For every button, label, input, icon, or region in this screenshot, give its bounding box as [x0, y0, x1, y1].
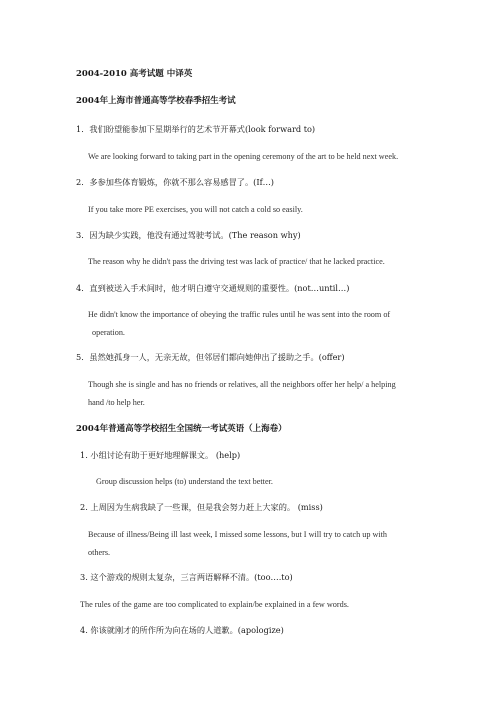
question-text: 2．多参加些体育锻炼，你就不那么容易感冒了。(If…) — [76, 177, 274, 187]
answer-text: If you take more PE exercises, you will not catch a cold so easily. — [88, 205, 303, 214]
answer-text: Though she is single and has no friends or relatives, all the neighbors offer her help/ a helping — [88, 380, 396, 389]
section-title: 2004年上海市普通高等学校春季招生考试 — [76, 96, 236, 106]
question-text: 2. 上周因为生病我缺了一些课，但是我会努力赶上大家的。 (miss) — [80, 502, 323, 512]
answer-text: He didn't know the importance of obeying the traffic rules until he was sent into the room of — [88, 310, 391, 319]
answer-text: others. — [88, 548, 111, 557]
question-text: 1．我们盼望能参加下星期举行的艺术节开幕式(look forward to) — [76, 124, 316, 134]
question-text: 4. 你该就刚才的所作所为向在场的人道歉。(apologize) — [80, 625, 284, 635]
answer-text: The rules of the game are too complicated to explain/be explained in a few words. — [80, 600, 349, 609]
question-text: 3. 这个游戏的规则太复杂，三言两语解释不清。(too….to) — [80, 572, 293, 582]
question-text: 4．直到被送入手术间时，他才明白遵守交通规则的重要性。(not…until…) — [76, 283, 350, 293]
answer-text: We are looking forward to taking part in the opening ceremony of the art to be held next week. — [88, 152, 399, 161]
document-heading: 2004-2010 高考试题 中译英 — [76, 69, 193, 79]
answer-text: The reason why he didn't pass the driving test was lack of practice/ that he lacked practice. — [88, 257, 385, 266]
answer-text: Because of illness/Being ill last week, I missed some lessons, but I will try to catch up with — [88, 530, 388, 539]
question-text: 3．因为缺少实践，他没有通过驾驶考试。(The reason why) — [76, 230, 301, 240]
question-text: 5．虽然她孤身一人，无亲无故，但邻居们都向她伸出了援助之手。(offer) — [76, 352, 345, 362]
answer-text: hand /to help her. — [88, 398, 145, 407]
answer-text: Group discussion helps (to) understand the text better. — [96, 477, 273, 486]
answer-text: operation. — [92, 328, 125, 337]
question-text: 1. 小组讨论有助于更好地理解课文。 (help) — [80, 450, 241, 460]
section-title: 2004年普通高等学校招生全国统一考试英语（上海卷） — [76, 424, 287, 434]
